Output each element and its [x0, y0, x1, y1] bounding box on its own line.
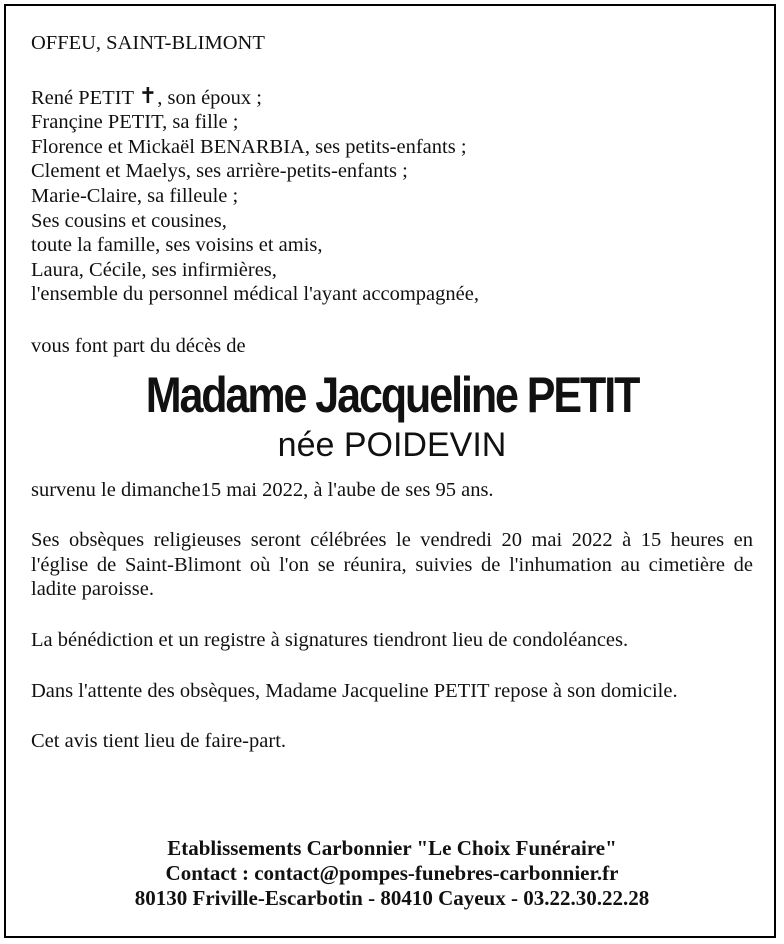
- family-line: Françine PETIT, sa fille ;: [31, 111, 239, 134]
- family-line: toute la famille, ses voisins et amis,: [31, 234, 323, 257]
- family-line: Ses cousins et cousines,: [31, 209, 227, 232]
- family-list: [31, 83, 753, 307]
- spouse-name: René PETIT: [31, 86, 139, 109]
- funeral-home-footer: [4, 836, 780, 911]
- closing-text: Cet avis tient lieu de faire-part.: [31, 730, 287, 753]
- family-line: Marie-Claire, sa filleule ;: [31, 184, 239, 207]
- location-heading: OFFEU, SAINT-BLIMONT: [31, 32, 265, 54]
- address-line: 80130 Friville-Escarbotin - 80410 Cayeux - 03.22.30.22.28: [134, 886, 650, 910]
- family-line-spouse: [31, 83, 753, 111]
- family-line: l'ensemble du personnel médical l'ayant accompagnée,: [31, 283, 479, 306]
- cross-icon: ✝: [138, 83, 158, 109]
- family-line: Clement et Maelys, ses arrière-petits-enfants ;: [31, 160, 408, 183]
- deceased-name: Madame Jacqueline PETIT: [145, 366, 639, 423]
- deceased-birth-name: née POIDEVIN: [277, 425, 507, 464]
- notice-body: [31, 31, 753, 754]
- intro-text: vous font part du décès de: [31, 334, 246, 357]
- company-name: Etablissements Carbonnier "Le Choix Funéraire": [167, 836, 617, 860]
- resting-text: Dans l'attente des obsèques, Madame Jacqueline PETIT repose à son domicile.: [31, 679, 678, 702]
- contact-line: Contact : contact@pompes-funebres-carbonnier.fr: [165, 861, 619, 885]
- family-line: Florence et Mickaël BENARBIA, ses petits-enfants ;: [31, 135, 467, 158]
- spouse-relation: , son époux ;: [157, 86, 263, 109]
- funeral-text: Ses obsèques religieuses seront célébrées le vendredi 20 mai 2022 à 15 heures en l'église de Saint-Blimont où l'on se réunira, suivies de l'inhumation au cimetière de ladite paroisse.: [31, 529, 753, 601]
- blessing-text: La bénédiction et un registre à signatures tiendront lieu de condoléances.: [31, 628, 629, 651]
- family-line: Laura, Cécile, ses infirmières,: [31, 258, 277, 281]
- death-notice-text: survenu le dimanche15 mai 2022, à l'aube de ses 95 ans.: [31, 478, 494, 501]
